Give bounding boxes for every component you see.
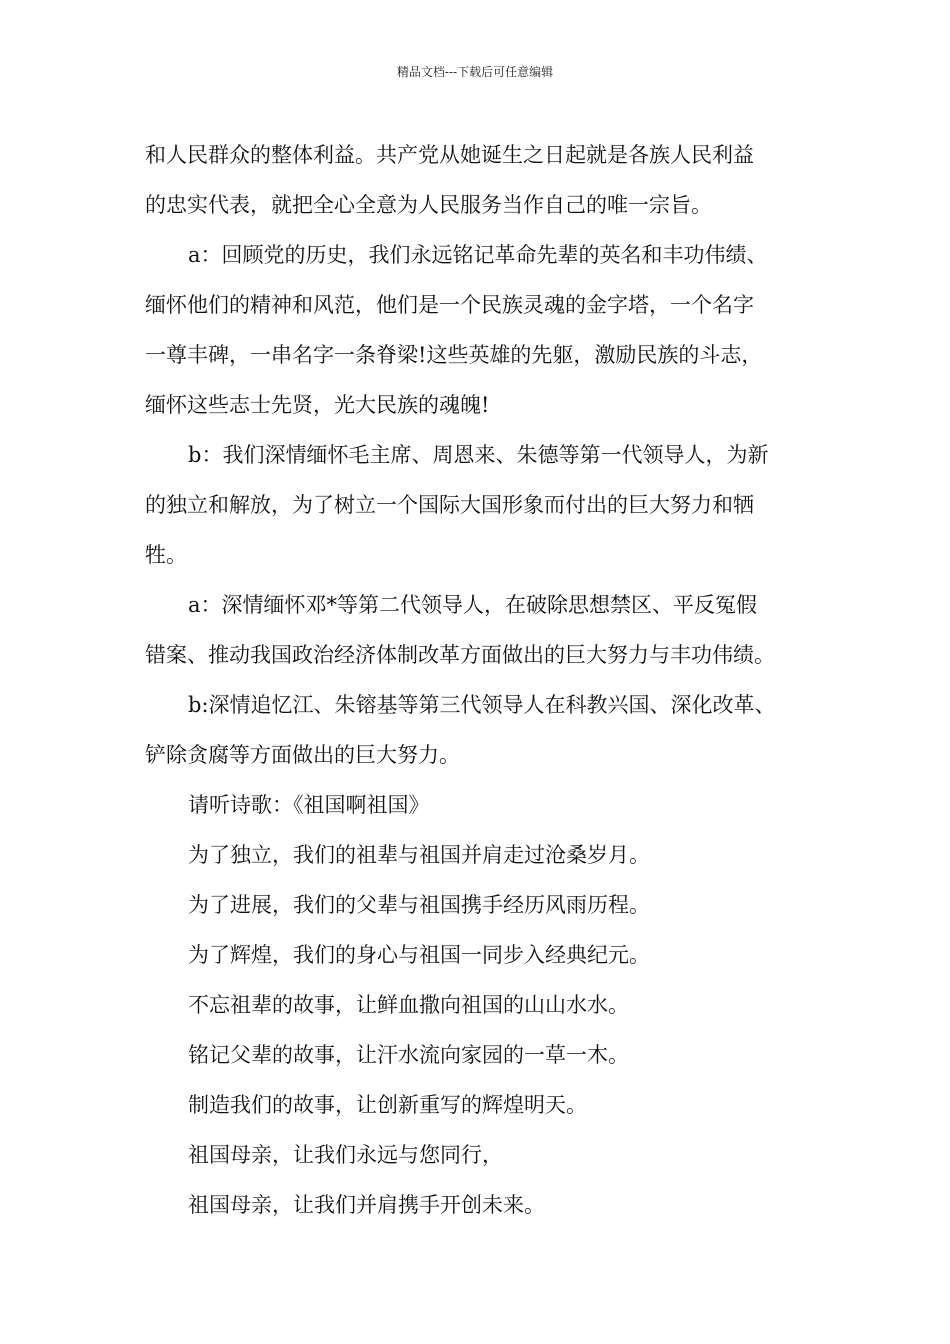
text-line: a：回顾党的历史，我们永远铭记革命先辈的英名和丰功伟绩、 [188, 243, 768, 267]
poem-line: 祖国母亲，让我们并肩携手开创未来。 [188, 1193, 545, 1217]
poem-intro [145, 780, 835, 830]
text-line: 的独立和解放，为了树立一个国际大国形象而付出的巨大努力和牺 [145, 493, 754, 517]
text-line: 一尊丰碑，一串名字一条脊梁!这些英雄的先躯，激励民族的斗志， [145, 343, 763, 367]
page-header: 精品文档---下载后可任意编辑 [396, 65, 554, 79]
text-line: 和人民群众的整体利益。共产党从她诞生之日起就是各族人民利益 [145, 143, 754, 167]
poem [145, 830, 835, 1230]
poem-line: 祖国母亲，让我们永远与您同行， [188, 1143, 503, 1167]
text-line: 缅怀他们的精神和风范，他们是一个民族灵魂的金字塔，一个名字 [145, 293, 754, 317]
poem-line: 为了进展，我们的父辈与祖国携手经历风雨历程。 [188, 893, 650, 917]
text-line: 请听诗歌：《祖国啊祖国》 [188, 793, 430, 817]
text-line: 缅怀这些志士先贤，光大民族的魂魄! [145, 393, 490, 417]
document-body [145, 130, 835, 1230]
poem-line: 制造我们的故事，让创新重写的辉煌明天。 [188, 1093, 587, 1117]
text-line: 的忠实代表，就把全心全意为人民服务当作自己的唯一宗旨。 [145, 193, 712, 217]
text-line: b：我们深情缅怀毛主席、周恩来、朱德等第一代领导人，为新 [188, 443, 769, 467]
text-line: a：深情缅怀邓*等第二代领导人，在破除思想禁区、平反冤假 [188, 593, 758, 617]
paragraph [145, 580, 835, 680]
poem-line: 铭记父辈的故事，让汗水流向家园的一草一木。 [188, 1043, 629, 1067]
paragraph [145, 430, 835, 580]
poem-line: 不忘祖辈的故事，让鲜血撒向祖国的山山水水。 [188, 993, 629, 1017]
paragraph [145, 130, 835, 230]
paragraph [145, 230, 835, 430]
text-line: 错案、推动我国政治经济体制改革方面做出的巨大努力与丰功伟绩。 [145, 643, 775, 667]
text-line: 铲除贪腐等方面做出的巨大努力。 [145, 743, 460, 767]
paragraph [145, 680, 835, 780]
poem-line: 为了辉煌，我们的身心与祖国一同步入经典纪元。 [188, 943, 650, 967]
poem-line: 为了独立，我们的祖辈与祖国并肩走过沧桑岁月。 [188, 843, 650, 867]
text-line: 牲。 [145, 543, 187, 567]
text-line: b:深情追忆江、朱镕基等第三代领导人在科教兴国、深化改革、 [188, 693, 776, 717]
